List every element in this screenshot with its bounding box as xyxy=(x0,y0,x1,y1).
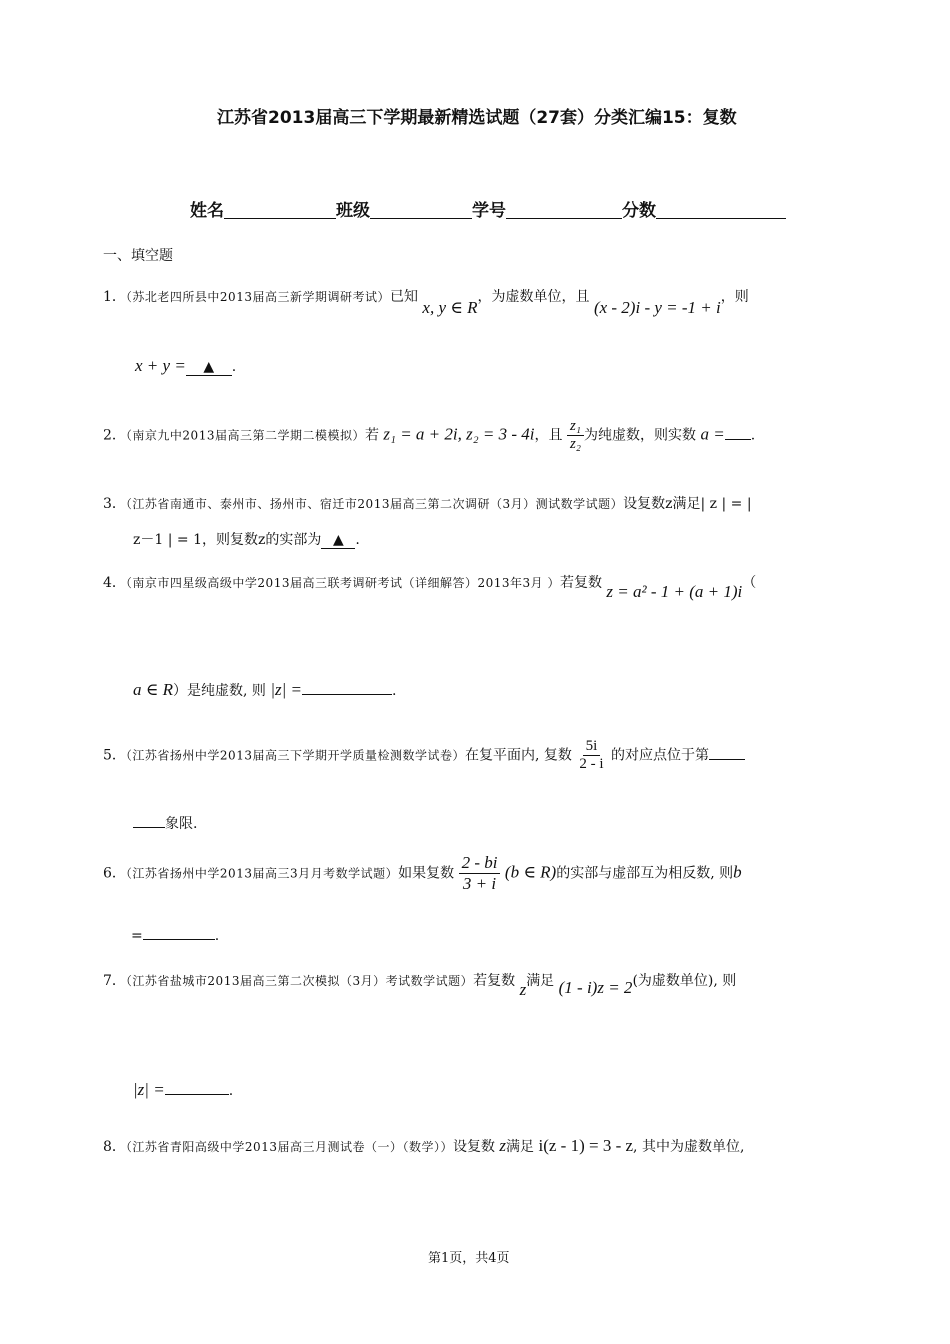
question-text: ，为虚数单位，且 xyxy=(477,289,590,305)
math-expression: |z| = xyxy=(270,680,303,699)
answer-blank[interactable] xyxy=(143,939,215,940)
question-2 xyxy=(103,418,755,453)
math-expression: (b ∈ R) xyxy=(504,862,557,882)
fraction xyxy=(459,853,501,894)
math-expression: x + y = xyxy=(135,356,186,375)
fraction xyxy=(567,418,584,453)
fraction-numerator: 5i xyxy=(583,738,601,756)
question-text: ）是纯虚数, 则 xyxy=(172,683,266,699)
score-blank[interactable] xyxy=(656,200,786,219)
question-text: 设复数z满足| z | = | xyxy=(623,496,752,512)
score-label: 分数 xyxy=(622,201,656,221)
question-text: 的实部与虚部互为相反数, 则 xyxy=(556,865,734,882)
question-number: 3． xyxy=(103,496,126,512)
answer-blank[interactable] xyxy=(165,1094,229,1095)
question-1-line-2: x + y = ▲ . xyxy=(135,356,237,375)
answer-blank[interactable] xyxy=(133,827,165,828)
question-3-line-1 xyxy=(103,493,752,513)
question-text: ，则 xyxy=(720,289,749,305)
math-expression: a = xyxy=(700,424,725,444)
math-expression: b xyxy=(733,862,742,882)
question-source: （江苏省扬州中学2013届高三下学期开学质量检测数学试卷） xyxy=(125,748,465,763)
fraction-numerator: z₁ xyxy=(567,418,584,436)
question-number: 2． xyxy=(103,427,126,444)
question-text: (为虚数单位), 则 xyxy=(632,973,737,989)
math-expression: i(z - 1) = 3 - z xyxy=(538,1136,634,1155)
answer-mark: ▲ xyxy=(332,532,344,548)
question-text: 的对应点位于第 xyxy=(610,747,709,764)
question-6-line-1 xyxy=(103,853,742,894)
question-source: （南京九中2013届高三第二学期二模模拟） xyxy=(125,428,365,443)
student-no-blank[interactable] xyxy=(506,200,622,219)
math-expression: (x - 2)i - y = -1 + i xyxy=(593,298,721,317)
question-source: （苏北老四所县中2013届高三新学期调研考试） xyxy=(125,290,390,304)
question-7-line-1 xyxy=(103,970,737,999)
question-text: 设复数 xyxy=(452,1139,495,1155)
question-text: 若 xyxy=(364,427,379,444)
answer-mark: ▲ xyxy=(203,359,215,375)
question-3-line-2 xyxy=(133,529,360,549)
question-text: z－1 | = 1，则复数z的实部为 xyxy=(133,532,322,548)
page-title: 江苏省2013届高三下学期最新精选试题（27套）分类汇编15：复数 xyxy=(217,108,737,128)
page-footer: 第1页，共4页 xyxy=(428,1251,510,1266)
question-1-line-1 xyxy=(103,286,749,317)
question-7-line-2 xyxy=(133,1080,233,1100)
question-text: 已知 xyxy=(389,289,418,305)
question-text: 满足 xyxy=(526,973,555,989)
math-expression: z xyxy=(519,980,527,999)
question-text: 若复数 xyxy=(559,575,602,591)
fraction-denominator: z₂ xyxy=(569,436,582,452)
math-expression: (1 - i)z = 2 xyxy=(558,978,633,997)
math-expression: |z| = xyxy=(133,1080,165,1099)
fraction xyxy=(576,738,606,773)
question-source: （江苏省南通市、泰州市、扬州市、宿迁市2013届高三第二次调研（3月）测试数学试题） xyxy=(125,497,624,511)
question-source: （江苏省青阳高级中学2013届高三月测试卷（一）（数学）） xyxy=(125,1140,453,1154)
math-expression: a ∈ R xyxy=(133,680,173,699)
class-blank[interactable] xyxy=(370,200,472,219)
question-text: 在复平面内, 复数 xyxy=(464,747,572,764)
question-text: 为纯虚数，则实数 xyxy=(584,427,697,444)
question-text: 满足 xyxy=(506,1139,535,1155)
student-no-label: 学号 xyxy=(472,201,506,221)
question-6-line-2 xyxy=(131,928,219,944)
question-text: . xyxy=(392,683,397,699)
question-source: （江苏省扬州中学2013届高三3月月考数学试题） xyxy=(125,866,399,881)
question-text: . xyxy=(355,532,360,548)
answer-blank[interactable] xyxy=(186,359,232,376)
question-text: = xyxy=(131,928,143,944)
question-source: （江苏省盐城市2013届高三第二次模拟（3月）考试数学试题） xyxy=(125,974,474,988)
fraction-numerator: 2 - bi xyxy=(459,853,501,874)
question-text: . xyxy=(214,928,220,944)
question-text: 象限. xyxy=(165,816,198,832)
question-5-line-1 xyxy=(103,738,745,773)
name-blank[interactable] xyxy=(224,200,336,219)
fraction-denominator: 2 - i xyxy=(579,756,604,772)
question-number: 7． xyxy=(103,973,126,989)
question-text: ，且 xyxy=(534,427,563,444)
question-text: （ xyxy=(742,575,757,591)
math-expression: z = a² - 1 + (a + 1)i xyxy=(606,582,743,601)
question-text: 如果复数 xyxy=(398,865,455,882)
question-text: . xyxy=(228,1083,234,1099)
question-number: 1． xyxy=(103,289,126,305)
question-5-line-2 xyxy=(133,813,197,833)
section-heading: 一、填空题 xyxy=(103,248,173,264)
header-fields xyxy=(190,196,786,221)
math-expression: z xyxy=(499,1136,507,1155)
question-text: , 其中为虚数单位, xyxy=(633,1139,745,1155)
fraction-denominator: 3 + i xyxy=(462,874,497,893)
question-8 xyxy=(103,1136,744,1156)
question-number: 8． xyxy=(103,1139,126,1155)
question-text: . xyxy=(750,427,756,444)
answer-blank[interactable] xyxy=(321,532,355,549)
class-label: 班级 xyxy=(336,201,370,221)
answer-blank[interactable] xyxy=(302,694,392,695)
question-number: 5． xyxy=(103,747,126,764)
question-4-line-1 xyxy=(103,572,757,601)
math-expression: z₁ = a + 2i, z₂ = 3 - 4i xyxy=(383,424,535,444)
question-4-line-2 xyxy=(133,680,396,700)
question-number: 4． xyxy=(103,575,126,591)
question-text: 若复数 xyxy=(473,973,516,989)
answer-blank[interactable] xyxy=(709,759,745,760)
answer-blank[interactable] xyxy=(725,439,751,440)
question-number: 6． xyxy=(103,865,126,882)
question-source: （南京市四星级高级中学2013届高三联考调研考试（详细解答）2013年3月 ） xyxy=(125,576,560,590)
math-expression: x, y ∈ R xyxy=(422,298,478,317)
name-label: 姓名 xyxy=(190,201,224,221)
